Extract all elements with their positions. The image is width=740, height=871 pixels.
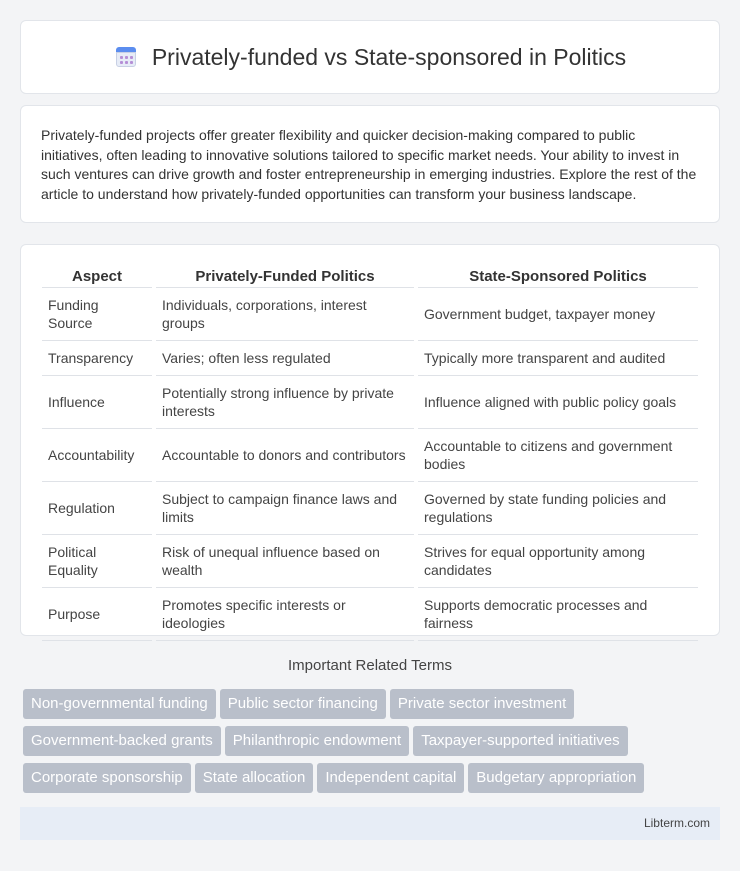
table-row bbox=[42, 535, 698, 588]
column-header-aspect: Aspect bbox=[42, 265, 152, 288]
related-term-tag[interactable]: Public sector financing bbox=[220, 689, 386, 719]
table-cell-aspect: Purpose bbox=[42, 588, 152, 641]
table-row bbox=[42, 482, 698, 535]
table-row bbox=[42, 341, 698, 376]
table-cell-aspect: Accountability bbox=[42, 429, 152, 482]
related-term-tag[interactable]: Private sector investment bbox=[390, 689, 574, 719]
related-terms-heading: Important Related Terms bbox=[288, 657, 452, 674]
document-calendar-icon bbox=[114, 45, 138, 69]
table-cell-private: Risk of unequal influence based on wealth bbox=[156, 535, 414, 588]
related-term-tag[interactable]: Taxpayer-supported initiatives bbox=[413, 726, 627, 756]
intro-card bbox=[20, 105, 720, 223]
column-header-privately-funded: Privately-Funded Politics bbox=[156, 265, 414, 288]
header-card bbox=[20, 20, 720, 94]
table-cell-private: Accountable to donors and contributors bbox=[156, 429, 414, 482]
table-cell-private: Individuals, corporations, interest groups bbox=[156, 288, 414, 341]
related-term-tag[interactable]: Corporate sponsorship bbox=[23, 763, 191, 793]
column-header-state-sponsored: State-Sponsored Politics bbox=[418, 265, 698, 288]
table-row bbox=[42, 288, 698, 341]
related-term-tag[interactable]: Budgetary appropriation bbox=[468, 763, 644, 793]
table-cell-private: Subject to campaign finance laws and limits bbox=[156, 482, 414, 535]
comparison-table-card bbox=[20, 244, 720, 636]
table-cell-aspect: Regulation bbox=[42, 482, 152, 535]
page-title: Privately-funded vs State-sponsored in Politics bbox=[151, 43, 627, 70]
table-cell-aspect: Transparency bbox=[42, 341, 152, 376]
related-term-tag[interactable]: State allocation bbox=[195, 763, 314, 793]
related-term-tag[interactable]: Philanthropic endowment bbox=[225, 726, 409, 756]
table-row bbox=[42, 429, 698, 482]
table-cell-state: Governed by state funding policies and regulations bbox=[418, 482, 698, 535]
table-row bbox=[42, 376, 698, 429]
table-cell-state: Strives for equal opportunity among candidates bbox=[418, 535, 698, 588]
footer-site-link[interactable]: Libterm.com bbox=[643, 816, 710, 830]
table-cell-private: Potentially strong influence by private interests bbox=[156, 376, 414, 429]
related-term-tag[interactable]: Non-governmental funding bbox=[23, 689, 216, 719]
related-term-tag[interactable]: Independent capital bbox=[317, 763, 464, 793]
footer bbox=[20, 807, 720, 840]
table-cell-aspect: Influence bbox=[42, 376, 152, 429]
table-cell-private: Promotes specific interests or ideologies bbox=[156, 588, 414, 641]
related-terms-list bbox=[23, 689, 723, 800]
related-term-tag[interactable]: Government-backed grants bbox=[23, 726, 221, 756]
table-cell-aspect: Political Equality bbox=[42, 535, 152, 588]
table-cell-state: Supports democratic processes and fairness bbox=[418, 588, 698, 641]
table-row bbox=[42, 588, 698, 641]
comparison-table bbox=[38, 265, 702, 641]
intro-paragraph: Privately-funded projects offer greater flexibility and quicker decision-making compared to public initiatives, often leading to innovative solutions tailored to specific market needs. Your ability to invest in such ventures can drive growth and foster entrepreneurship in emerging industries. Explore the rest of the article to understand how privately-funded opportunities can transform your business landscape. bbox=[41, 127, 697, 202]
table-cell-state: Accountable to citizens and government bodies bbox=[418, 429, 698, 482]
table-cell-private: Varies; often less regulated bbox=[156, 341, 414, 376]
table-header-row bbox=[42, 265, 698, 288]
table-cell-state: Typically more transparent and audited bbox=[418, 341, 698, 376]
table-cell-state: Influence aligned with public policy goals bbox=[418, 376, 698, 429]
table-cell-state: Government budget, taxpayer money bbox=[418, 288, 698, 341]
table-cell-aspect: Funding Source bbox=[42, 288, 152, 341]
